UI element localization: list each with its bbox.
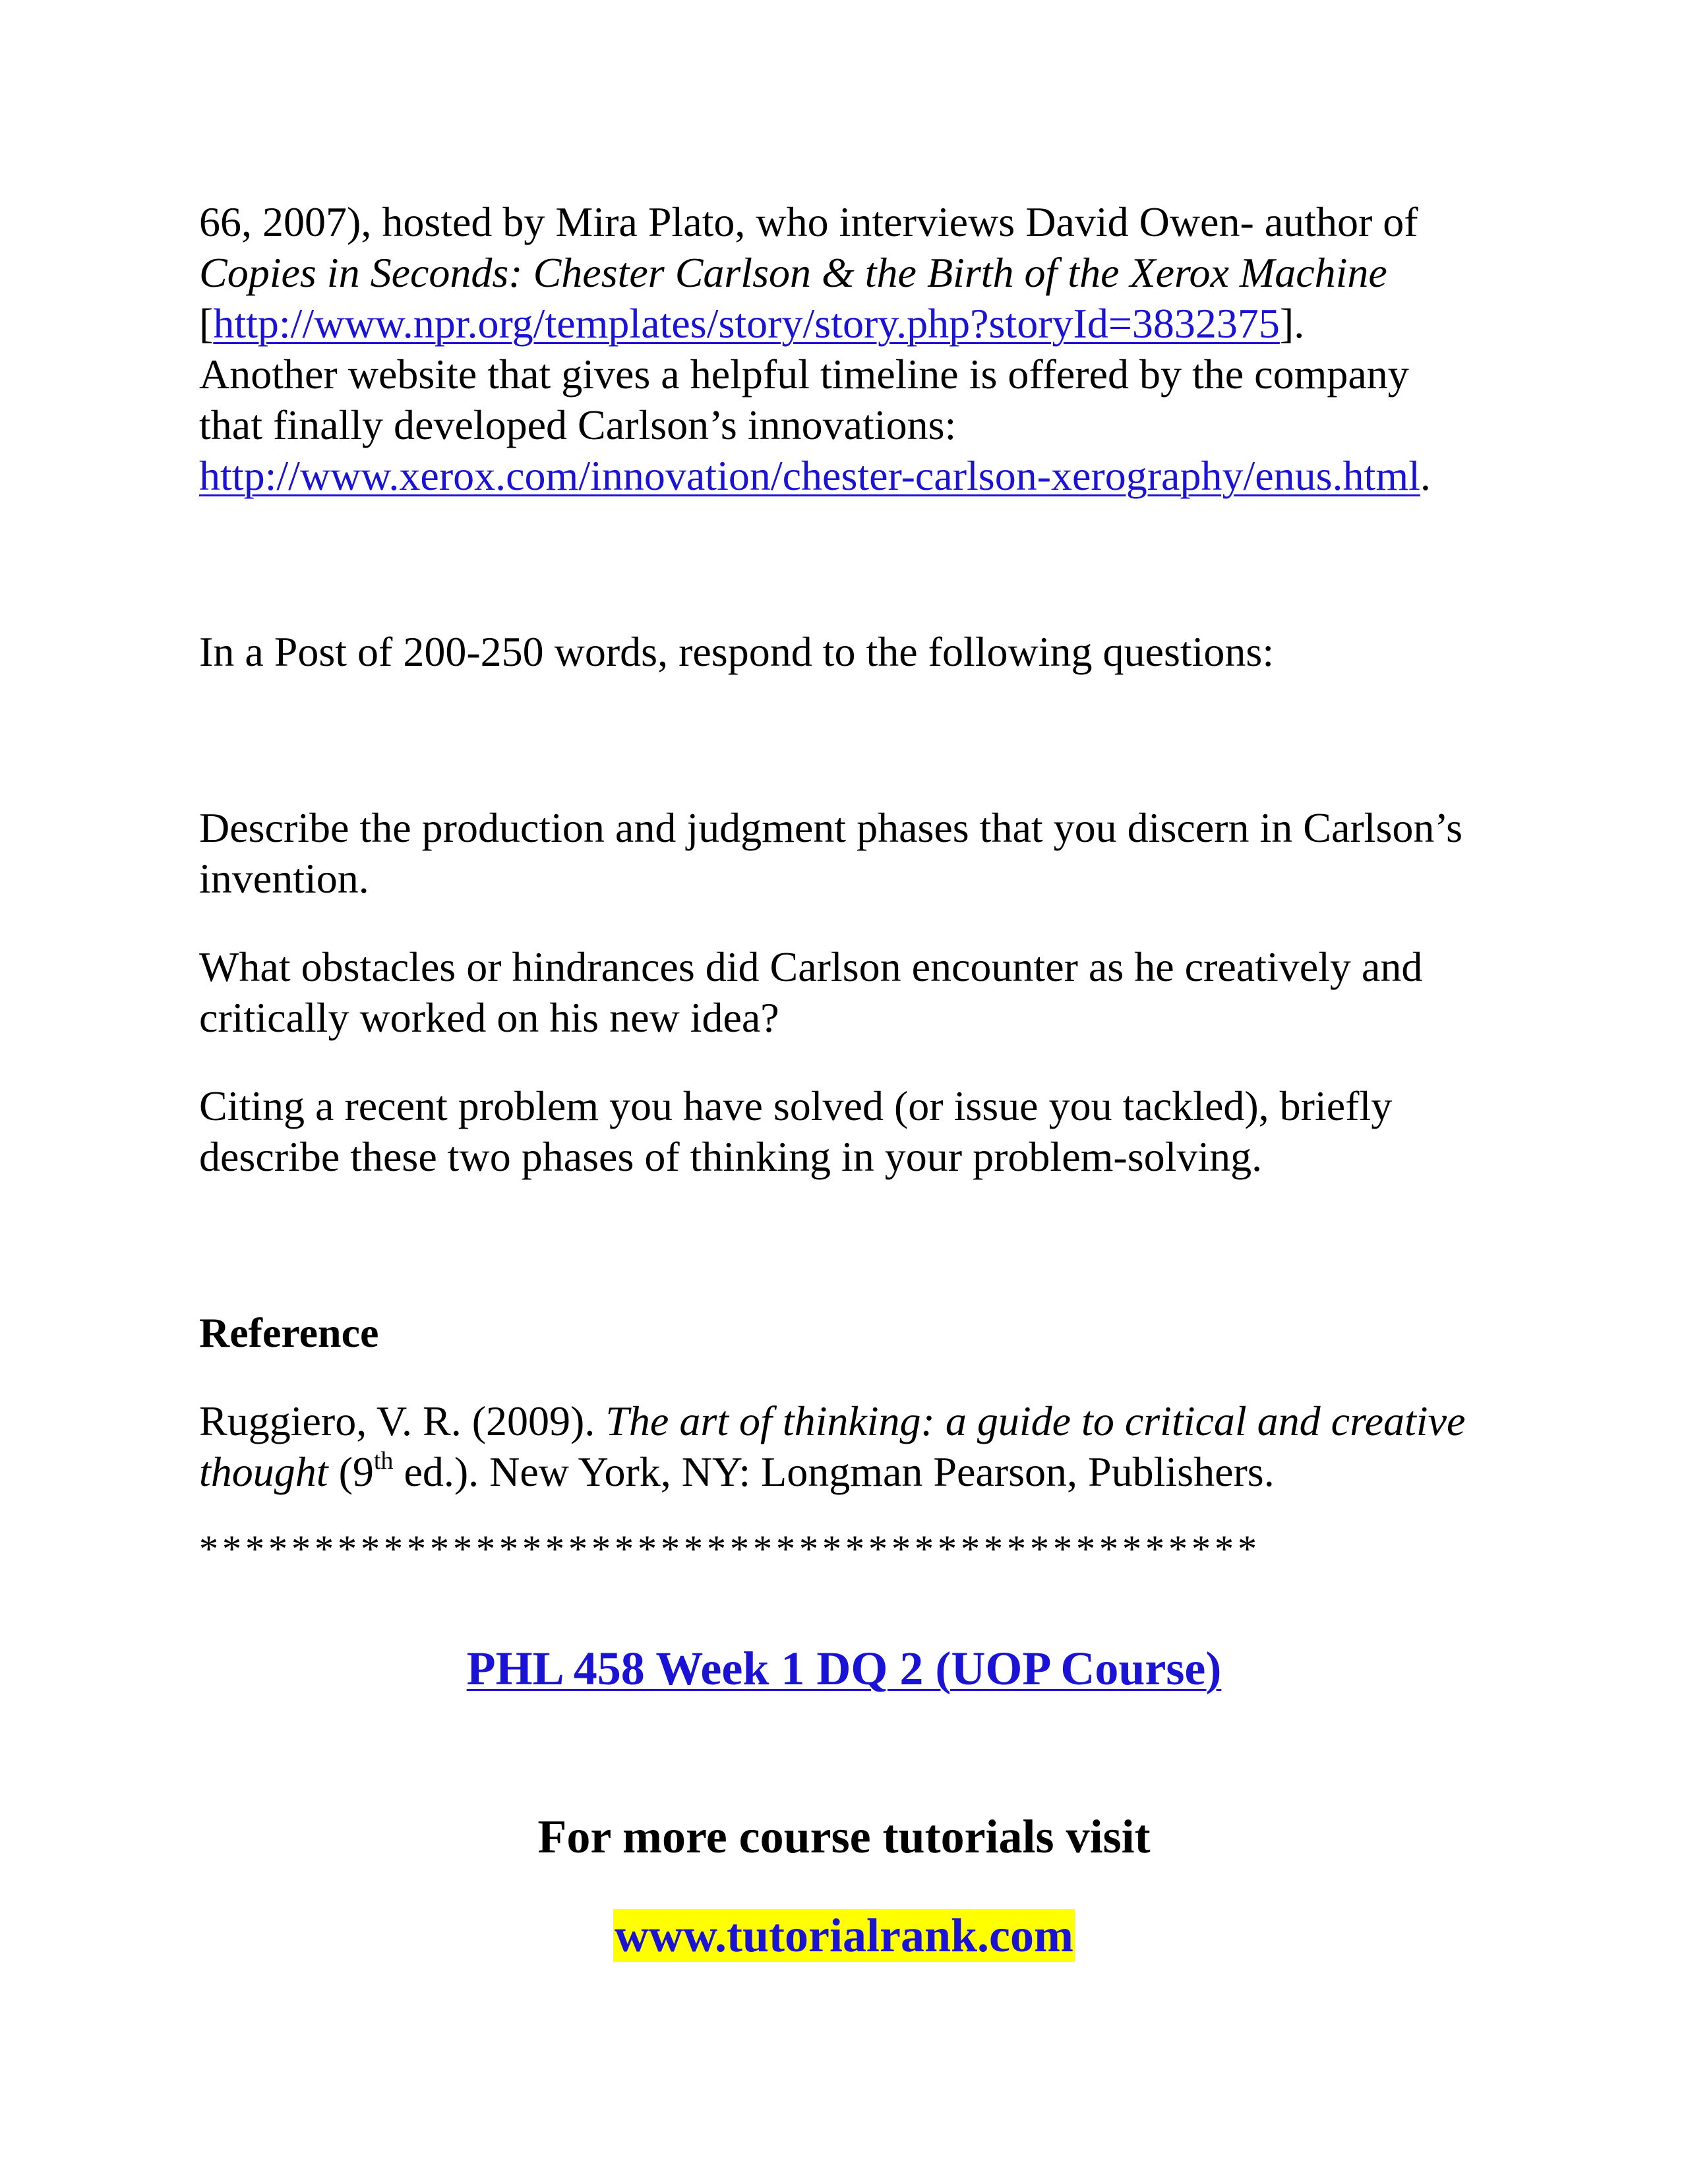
bracket-close: ]. bbox=[1279, 300, 1305, 347]
website-link[interactable]: www.tutorialrank.com bbox=[615, 1909, 1073, 1962]
intro-paragraph bbox=[199, 196, 1518, 501]
course-link-row bbox=[0, 1641, 1688, 1696]
website-row bbox=[0, 1908, 1688, 1963]
trailing-period: . bbox=[1420, 452, 1431, 499]
reference-edition-sup: th bbox=[373, 1447, 394, 1475]
intro-line-1: 66, 2007), hosted by Mira Plato, who interviews David Owen- author of bbox=[199, 198, 1418, 245]
intro-line-5: that finally developed Carlson’s innovations: bbox=[199, 401, 957, 448]
reference-entry bbox=[199, 1396, 1518, 1497]
xerox-timeline-link[interactable]: http://www.xerox.com/innovation/chester-carlson-xerography/enus.html bbox=[199, 452, 1420, 499]
course-link[interactable]: PHL 458 Week 1 DQ 2 (UOP Course) bbox=[466, 1642, 1222, 1695]
reference-heading: Reference bbox=[199, 1309, 379, 1356]
intro-line-4: Another website that gives a helpful timeline is offered by the company bbox=[199, 351, 1409, 398]
post-prompt: In a Post of 200-250 words, respond to the following questions: bbox=[199, 628, 1275, 675]
reference-edition-rest: ed.). New York, NY: Longman Pearson, Publishers. bbox=[393, 1448, 1275, 1495]
question-2: What obstacles or hindrances did Carlson encounter as he creatively and critically worked on his new idea? bbox=[199, 943, 1423, 1041]
reference-author-year: Ruggiero, V. R. (2009). bbox=[199, 1398, 606, 1444]
document-body bbox=[199, 196, 1518, 1574]
book-title: Copies in Seconds: Chester Carlson & the Birth of the Xerox Machine bbox=[199, 249, 1387, 296]
question-3: Citing a recent problem you have solved (or issue you tackled), briefly describe these two phases of thinking in your problem-solving. bbox=[199, 1082, 1393, 1180]
npr-story-link[interactable]: http://www.npr.org/templates/story/story.php?storyId=3832375 bbox=[213, 300, 1280, 347]
more-tutorials-text: For more course tutorials visit bbox=[537, 1810, 1151, 1863]
reference-edition-open: (9 bbox=[328, 1448, 374, 1495]
reference-title: The art of thinking: a guide to critical and creative thought bbox=[199, 1398, 1466, 1495]
separator-stars: ********************************************** bbox=[199, 1527, 1261, 1570]
question-1: Describe the production and judgment phases that you discern in Carlson’s invention. bbox=[199, 804, 1463, 902]
bracket-open: [ bbox=[199, 300, 214, 347]
